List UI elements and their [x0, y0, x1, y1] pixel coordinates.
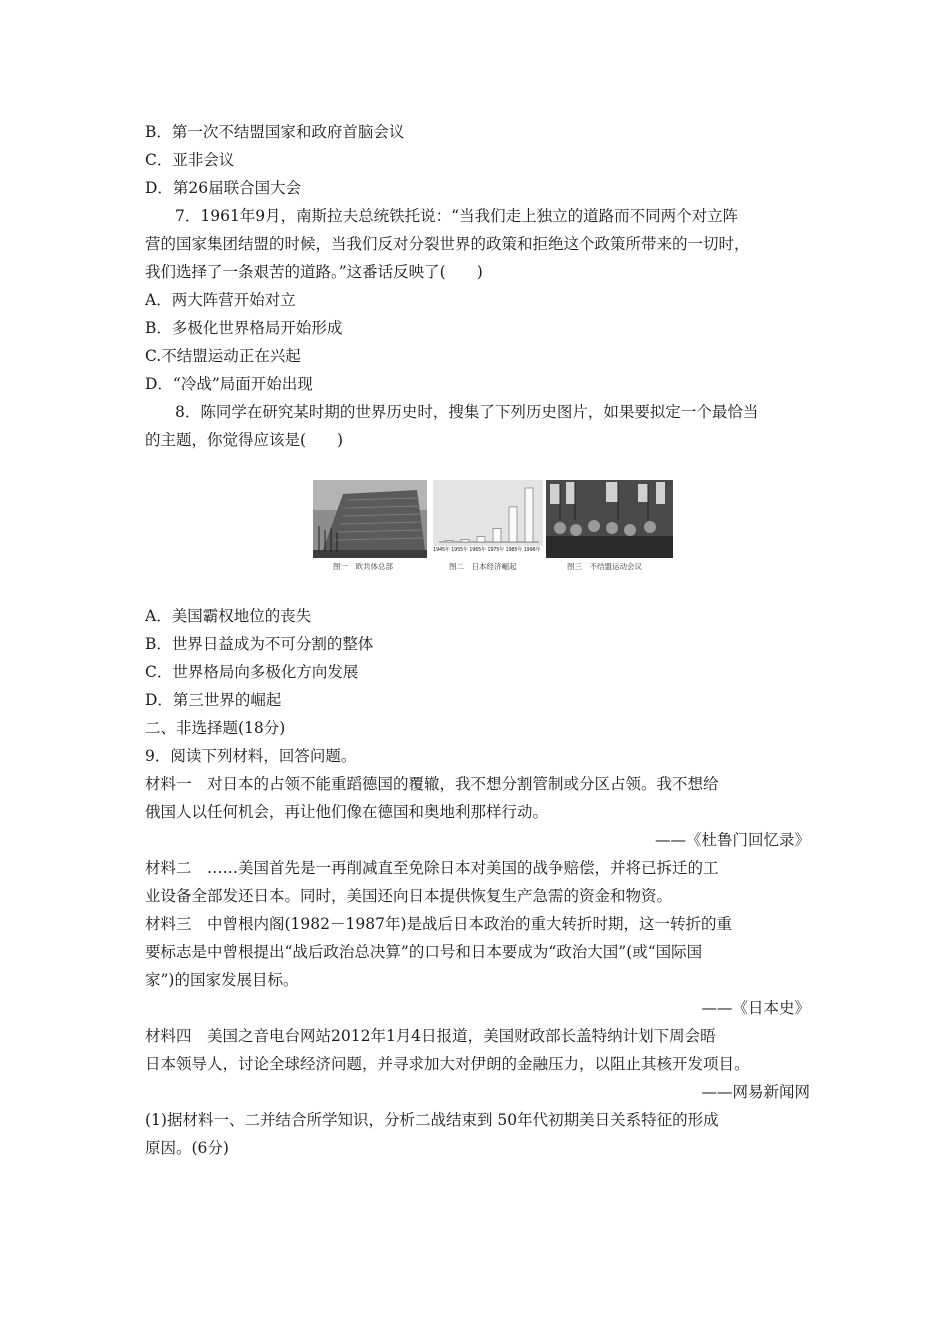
- question-7-line-1: 7．1961年9月，南斯拉夫总统铁托说：“当我们走上独立的道路而不同两个对立阵: [175, 207, 739, 225]
- non-aligned-meeting-photo: [546, 480, 673, 558]
- question-7-line-3: 我们选择了一条艰苦的道路。”这番话反映了( ): [145, 263, 483, 281]
- bar-1945年: [445, 541, 453, 542]
- japan-economy-chart: [433, 480, 543, 553]
- bar-1955年: [461, 539, 469, 542]
- sub-question-1-line-2: 原因。(6分): [145, 1139, 229, 1157]
- material-3-line-2: 要标志是中曾根提出“战后政治总决算”的口号和日本要成为“政治大国”(或“国际国: [145, 943, 703, 961]
- material-1-source: ——《杜鲁门回忆录》: [654, 831, 810, 849]
- sub-question-1-line-1: (1)据材料一、二并结合所学知识，分析二战结束到 50年代初期美日关系特征的形成: [145, 1111, 719, 1129]
- material-3-line-1: 材料三 中曾根内阁(1982－1987年)是战后日本政治的重大转折时期，这一转折的重: [145, 915, 732, 933]
- fig2-caption: 图二 日本经济崛起: [449, 562, 517, 571]
- material-1-line-1: 材料一 对日本的占领不能重蹈德国的覆辙，我不想分割管制或分区占领。我不想给: [145, 775, 719, 793]
- material-4-line-2: 日本领导人，讨论全球经济问题，并寻求加大对伊朗的金融压力，以阻止其核开发项目。: [145, 1055, 750, 1073]
- option-8a: A．美国霸权地位的丧失: [145, 607, 312, 625]
- fig2-year-ticks: 1945年 1955年 1965年 1975年 1985年 1996年: [433, 547, 541, 553]
- question-8-line-2: 的主题，你觉得应该是( ): [145, 431, 344, 449]
- option-6d: D．第26届联合国大会: [145, 179, 302, 197]
- option-8b: B．世界日益成为不可分割的整体: [145, 635, 374, 653]
- material-2-line-2: 业设备全部发还日本。同时，美国还向日本提供恢复生产急需的资金和物资。: [145, 887, 673, 905]
- bar-1965年: [477, 537, 485, 542]
- history-pictures: [313, 480, 673, 580]
- question-7-line-2: 营的国家集团结盟的时候，当我们反对分裂世界的政策和拒绝这个政策所带来的一切时，: [145, 235, 750, 253]
- bar-1985年: [509, 507, 517, 542]
- option-8c: C．世界格局向多极化方向发展: [145, 663, 359, 681]
- option-6c: C．亚非会议: [145, 151, 235, 169]
- material-3-line-3: 家”)的国家发展目标。: [145, 971, 299, 989]
- material-2-line-1: 材料二 ……美国首先是一再削减直至免除日本对美国的战争赔偿，并将已拆迁的工: [145, 859, 719, 877]
- bar-1996年: [525, 488, 533, 542]
- material-1-line-2: 俄国人以任何机会，再让他们像在德国和奥地利那样行动。: [145, 803, 549, 821]
- option-7a: A．两大阵营开始对立: [145, 291, 296, 309]
- option-7c: C.不结盟运动正在兴起: [145, 347, 301, 365]
- option-8d: D．第三世界的崛起: [145, 691, 282, 709]
- material-3-source: ——《日本史》: [701, 999, 810, 1017]
- fig1-caption: 图一 欧共体总部: [333, 562, 393, 571]
- option-6b: B．第一次不结盟国家和政府首脑会议: [145, 123, 405, 141]
- question-9-title: 9．阅读下列材料，回答问题。: [145, 747, 357, 765]
- material-4-line-1: 材料四 美国之音电台网站2012年1月4日报道，美国财政部长盖特纳计划下周会晤: [145, 1027, 716, 1045]
- option-7b: B．多极化世界格局开始形成: [145, 319, 343, 337]
- question-8-line-1: 8．陈同学在研究某时期的世界历史时，搜集了下列历史图片，如果要拟定一个最恰当: [175, 403, 759, 421]
- bar-1975年: [493, 529, 501, 543]
- material-4-source: ——网易新闻网: [701, 1083, 810, 1101]
- ec-headquarters-photo: [313, 480, 427, 558]
- option-7d: D．“冷战”局面开始出现: [145, 375, 313, 393]
- section-2-heading: 二、非选择题(18分): [145, 719, 286, 737]
- fig3-caption: 图三 不结盟运动会议: [567, 562, 642, 571]
